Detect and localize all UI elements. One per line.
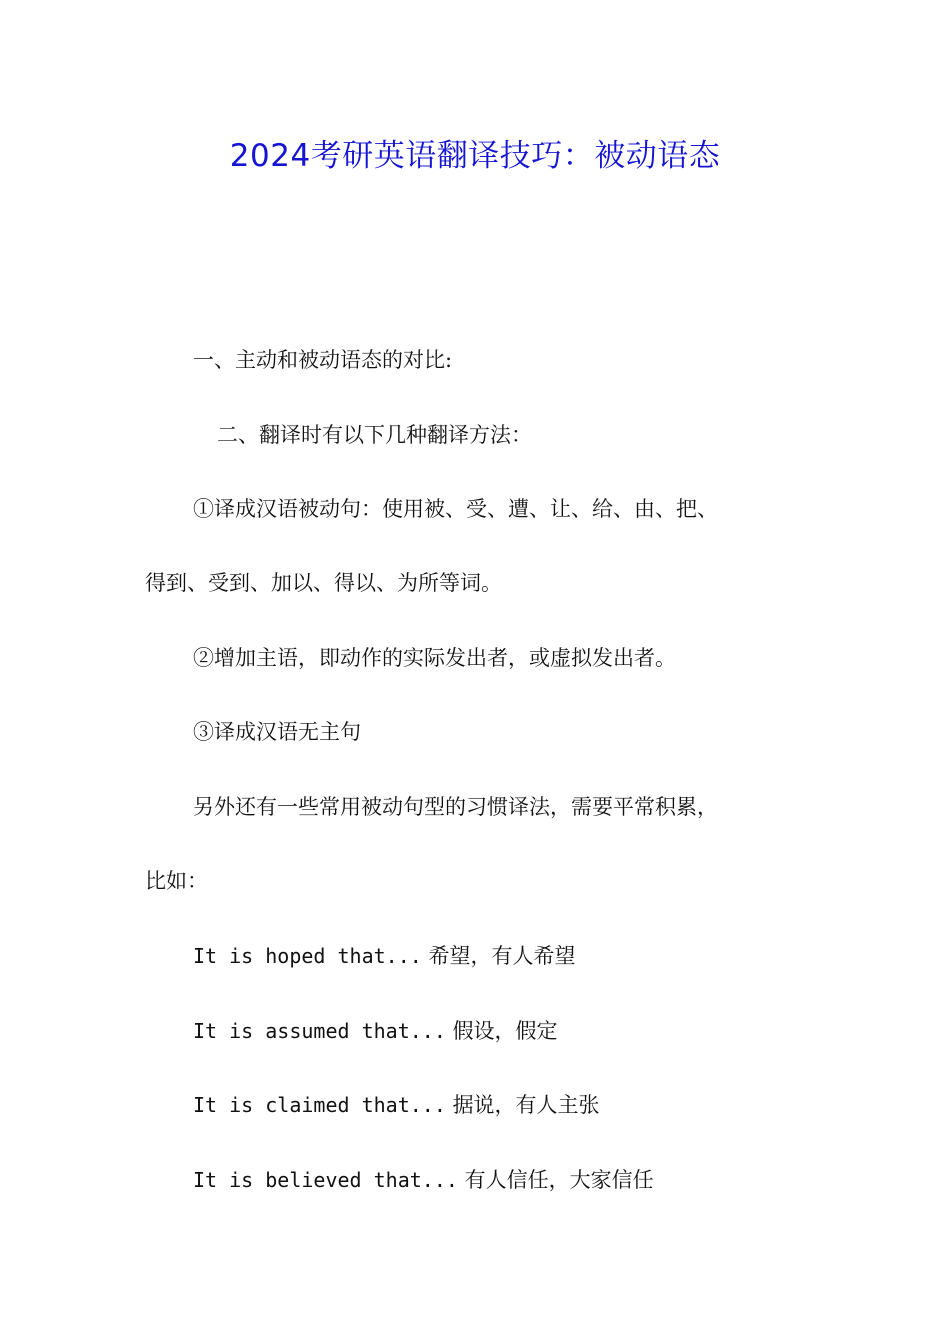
- method-3: ③译成汉语无主句: [193, 720, 361, 744]
- phrase-english: It is hoped that...: [193, 944, 422, 968]
- phrase-chinese: 希望，有人希望: [428, 944, 576, 968]
- note-line-2: 比如：: [145, 869, 208, 893]
- phrase-english: It is believed that...: [193, 1168, 458, 1192]
- phrase-item: [193, 1165, 654, 1195]
- method-1-line-2: 得到、受到、加以、得以、为所等词。: [145, 571, 502, 595]
- phrase-item: [193, 941, 575, 971]
- phrase-chinese: 有人信任，大家信任: [464, 1168, 654, 1192]
- phrase-item: [193, 1016, 558, 1046]
- note-line-1: 另外还有一些常用被动句型的习惯译法，需要平常积累，: [193, 795, 718, 819]
- section-heading-1: 一、主动和被动语态的对比:: [193, 348, 453, 372]
- phrase-chinese: 假设，假定: [452, 1019, 558, 1043]
- document-title: 2024考研英语翻译技巧：被动语态: [229, 138, 721, 174]
- phrase-item: [193, 1090, 600, 1120]
- phrase-chinese: 据说，有人主张: [452, 1093, 600, 1117]
- method-2: ②增加主语，即动作的实际发出者，或虚拟发出者。: [193, 646, 676, 670]
- phrase-english: It is claimed that...: [193, 1093, 446, 1117]
- section-heading-2: 二、翻译时有以下几种翻译方法：: [217, 423, 532, 447]
- method-1-line-1: ①译成汉语被动句：使用被、受、遭、让、给、由、把、: [193, 497, 718, 521]
- phrase-english: It is assumed that...: [193, 1019, 446, 1043]
